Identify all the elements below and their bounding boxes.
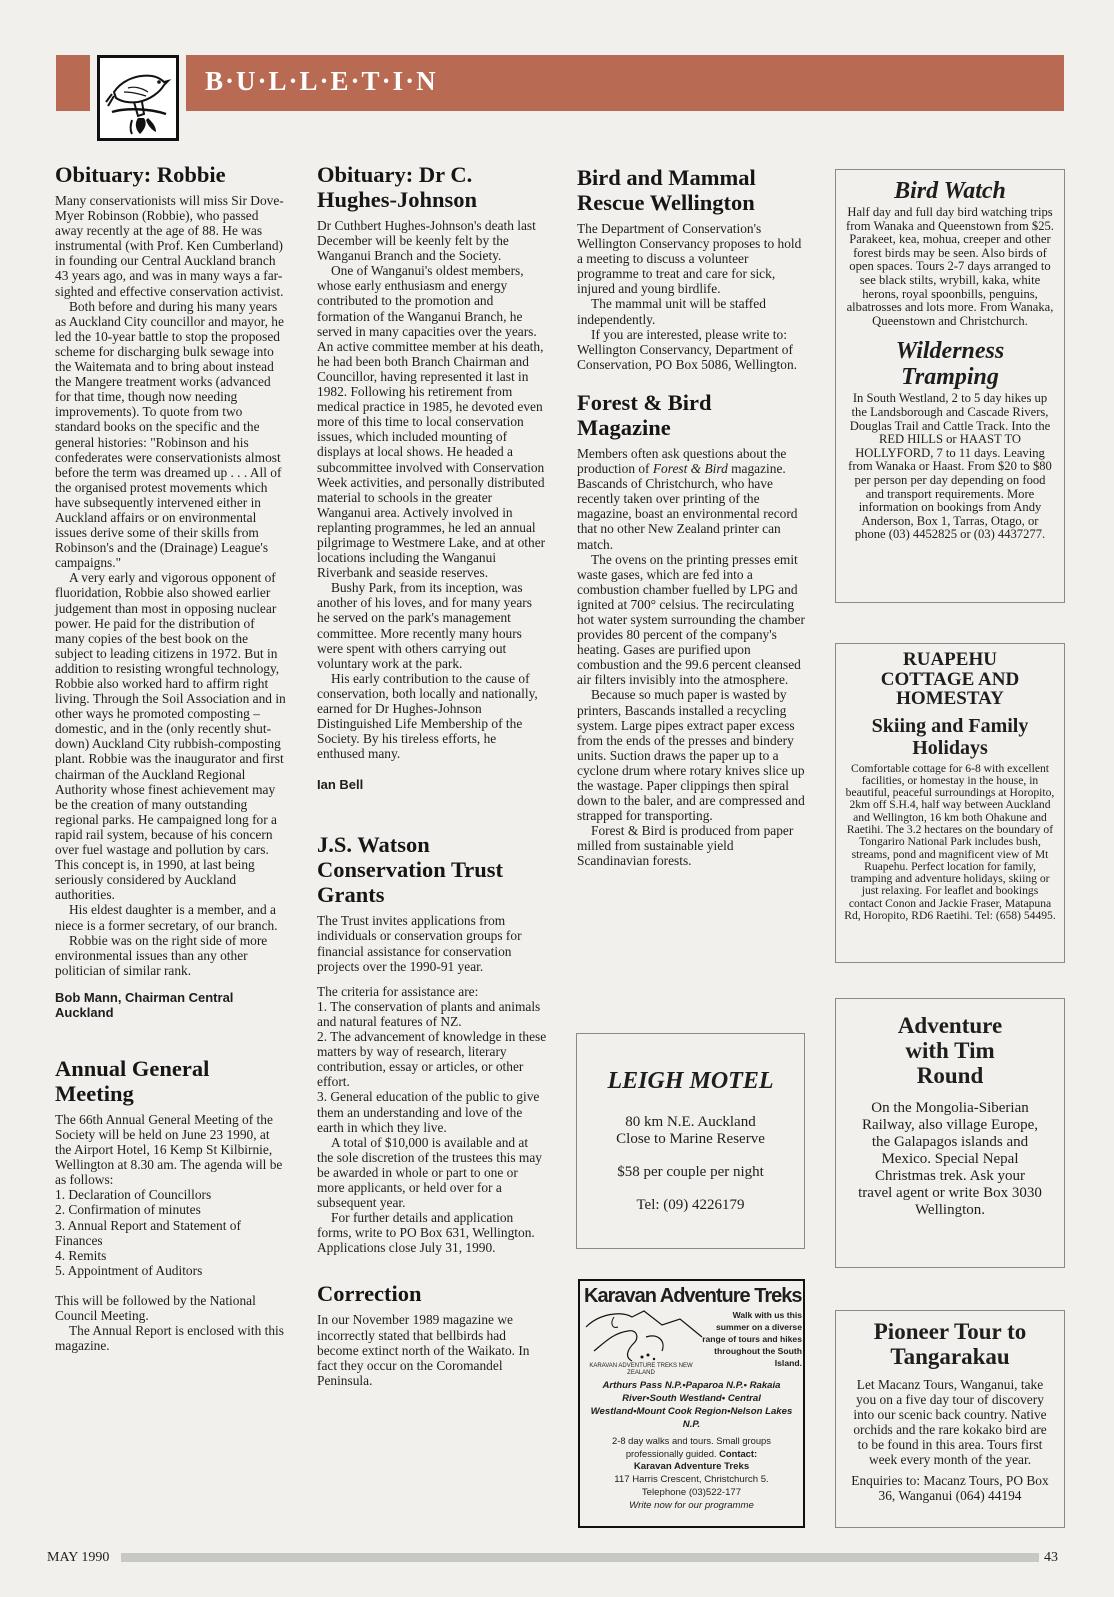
agm-item: 5. Appointment of Auditors <box>55 1262 203 1278</box>
timround-title: Adventure with Tim Round <box>897 1013 1003 1088</box>
hughes-heading: Obituary: Dr C. Hughes-Johnson <box>317 162 478 212</box>
watson-criterion: 1. The conservation of plants and animals and natural features of NZ. <box>317 998 541 1029</box>
leigh-tel: Tel: (09) 4226179 <box>636 1197 745 1213</box>
ruapehu-subtitle: Skiing and Family Holidays <box>871 714 1029 759</box>
ruapehu-title: RUAPEHU COTTAGE AND HOMESTAY <box>880 649 1020 709</box>
magazine-body <box>577 446 809 869</box>
watson-intro: The Trust invites applications from individuals or conservation groups for financial assistance for conservation projects over the 1990-91 year. <box>317 913 522 974</box>
agm-intro: The 66th Annual General Meeting of the Society will be held on June 23 1990, at the Airport Hotel, 16 Kemp St Kilbirnie, Wellington at 8.30 am. The agenda will be as follows: <box>55 1111 283 1188</box>
karavan-ad <box>578 1279 805 1528</box>
karavan-contact-label: Contact: <box>719 1447 758 1459</box>
bird-logo-icon <box>104 62 174 136</box>
karavan-desc <box>580 1431 803 1460</box>
rescue-paragraph: The Department of Conservation's Wellington Conservancy proposes to hold a meeting to discuss a volunteer programme to treat and care for sick, injured and young birdlife. <box>577 221 802 297</box>
watson-paragraph: A total of $10,000 is available and at the sole discretion of the trustees this may be awarded in whole or part to one or more applicants, or held over for a subsequent year. <box>317 1134 542 1211</box>
hughes-paragraph: Bushy Park, from its inception, was another of his loves, and for many years he served on the park's management committee. More recently many hours were spent with others carrying out voluntary work at the park. <box>317 580 532 671</box>
rescue-paragraph: The mammal unit will be staffed independently. <box>577 296 766 327</box>
birdwatch-title: Bird Watch <box>894 178 1006 204</box>
watson-criteria-label: The criteria for assistance are: <box>317 983 479 999</box>
watson-criterion: 3. General education of the public to give them an understanding and love of the earth in which they live. <box>317 1089 540 1135</box>
leigh-line: 80 km N.E. Auckland <box>625 1114 756 1130</box>
robbie-paragraph: Robbie was on the right side of more environmental issues than any other politician of similar rank. <box>55 932 268 978</box>
pioneer-tour-ad <box>835 1310 1065 1528</box>
pioneer-text: Let Macanz Tours, Wanganui, take you on a five day tour of discovery into our scenic back country. Native orchids and the rare kokako bird are to be found in this area. Tours first week every month of the year. <box>853 1377 1047 1467</box>
magazine-paragraph: The ovens on the printing presses emit waste gases, which are fed into a combustion chamber fuelled by LPG and ignited at 700° celsius. The recirculating hot water system surrounding the chamber provides 80 percent of the company's heating. Gases are purified upon combustion and the 99.6 percent cleansed air filters invisibly into the atmosphere. <box>577 551 805 688</box>
hughes-paragraph: Dr Cuthbert Hughes-Johnson's death last December will be keenly felt by the Wanganui Branch and the Society. <box>317 218 536 264</box>
correction-heading: Correction <box>317 1281 422 1307</box>
robbie-body <box>55 193 287 978</box>
birdwatch-text: Half day and full day bird watching trips from Wanaka and Queenstown from $25. Parakeet, kea, mohua, creeper and other forest birds may be seen. Also birds of open spaces. Tours 2-7 days arranged to see black stilts, wrybill, kaka, white herons, royal spoonbills, penguins, albatrosses and lots more. From Wanaka, Queenstown and Christchurch. <box>846 205 1054 328</box>
watson-criterion: 2. The advancement of knowledge in these matters by way of research, literary contribution, essay or articles, or other effort. <box>317 1029 547 1090</box>
page-number: 43 <box>1044 1550 1058 1565</box>
magazine-text: Members often ask questions about the production of <box>577 445 787 477</box>
hughes-body <box>317 218 547 761</box>
watson-body <box>317 913 547 1255</box>
leigh-price: $58 per couple per night <box>617 1164 764 1180</box>
agm-body <box>55 1112 287 1353</box>
correction-text: In our November 1989 magazine we incorrectly stated that bellbirds had become extinct north of the Waikato. In fact they occur on the Coromandel Peninsula. <box>317 1312 530 1388</box>
agm-heading: Annual General Meeting <box>55 1055 210 1106</box>
karavan-title: Karavan Adventure Treks <box>584 1285 802 1307</box>
robbie-signature: Bob Mann, Chairman Central Auckland <box>55 989 234 1020</box>
robbie-paragraph: Both before and during his many years as Auckland City councillor and mayor, he led the 10-year battle to stop the proposed scheme for discharging bulk sewage into the Waitemata and to bring about instead the Mangere treatment works (advanced for that time, though now needing improvements). To quote from two standard books on the specific and the general histories: "Robinson and his confederates were conservationists almost before the term was dreamed up . . . All of the organised protest movements which have subsequently intervened either in Auckland affairs or on environmental issues derive some of their skills from Robinson's and the (Drainage) League's campaigns." <box>55 298 284 571</box>
watson-heading: J.S. Watson Conservation Trust Grants <box>317 832 504 908</box>
karavan-cta: Write now for our programme <box>629 1500 754 1511</box>
bird-watch-ad <box>835 169 1065 603</box>
magazine-heading: Forest & Bird Magazine <box>577 389 712 440</box>
footer-rule <box>121 1553 1039 1562</box>
agm-outro: The Annual Report is enclosed with this magazine. <box>55 1323 284 1354</box>
hughes-paragraph: One of Wanganui's oldest members, whose early enthusiasm and energy contributed to the promotion and formation of the Wanganui Branch, he served in many capacities over the years. An active committee member at his death, he had been both Branch Chairman and Councillor, having represented it last in 1982. Following his retirement from medical practice in 1985, he devoted even more of this time to local conservation issues, which included mounting of displays at local shows. He headed a subcommittee involved with Conservation Week activities, and personally distributed material to schools in the greater Wanganui area. Actively involved in replanting programmes, he led an annual pilgrimage to Westmere Lake, and at other locations including the Wanganui Riverbank and seaside reserves. <box>317 263 546 581</box>
robbie-heading: Obituary: Robbie <box>55 162 226 187</box>
karavan-logo-area <box>580 1307 803 1375</box>
magazine-title-italic: Forest & Bird <box>652 461 728 477</box>
agm-item: 3. Annual Report and Statement of Finances <box>55 1217 241 1248</box>
agm-item: 4. Remits <box>55 1247 107 1263</box>
magazine-text: magazine. Bascands of Christchurch, who have recently taken over printing of the magazine, boast an environmental record that no other New Zealand printer can match. <box>577 461 798 552</box>
agm-outro: This will be followed by the National Council Meeting. <box>55 1292 256 1323</box>
karavan-tagline: Walk with us this summer on a diverse range of tours and hikes throughout the South Island. <box>702 1310 802 1368</box>
robbie-paragraph: A very early and vigorous opponent of fluoridation, Robbie also showed earlier judgement than most in opposing nuclear power. He paid for the distribution of many copies of the best book on the subject to leading citizens in 1972. But in addition to resisting wrongful technology, Robbie also worked hard to affirm right living. Through the Soil Association and in other ways he promoted composting – domestic, and in the (only recently shut-down) Auckland City rubbish-composting plant. Robbie was the inaugurator and first chairman of the Auckland Regional Authority whose finest achievement may be the creation of many outstanding regional parks. He campaigned long for a rapid rail system, because of his concern over fuel wastage and pollution by cars. This concept is, in 1990, at last being seriously considered by Auckland authorities. <box>55 570 286 903</box>
leigh-title: LEIGH MOTEL <box>607 1068 774 1094</box>
bulletin-title: B·U·L·L·E·T·I·N <box>205 66 438 96</box>
rescue-body <box>577 221 809 372</box>
correction-body <box>317 1312 547 1387</box>
agm-item: 1. Declaration of Councillors <box>55 1187 212 1203</box>
karavan-desc-text: 2-8 day walks and tours. Small groups professionally guided. <box>612 1435 771 1459</box>
agm-item: 2. Confirmation of minutes <box>55 1202 201 1218</box>
magazine-paragraph: Because so much paper is wasted by printers, Bascands installed a recycling system. Large pipes extract paper excess from the ends of the presses and bindery units. Suction draws the paper up to a cyclone drum where rotary knives slice up the wastage. Paper clippings then spiral down to the baler, and are compressed and strapped for transporting. <box>577 687 805 824</box>
bird-logo <box>97 55 179 141</box>
rescue-paragraph: If you are interested, please write to: Wellington Conservancy, Department of Conservation, PO Box 5086, Wellington. <box>577 326 797 372</box>
karavan-places: Arthurs Pass N.P.•Paparoa N.P.• Rakaia River•South Westland• Central Westland•Mount Cook Region•Nelson Lakes N.P. <box>590 1380 793 1430</box>
ruapehu-ad <box>835 643 1065 963</box>
pioneer-title: Pioneer Tour to Tangarakau <box>873 1319 1027 1369</box>
karavan-logo-text: KARAVAN ADVENTURE TREKS NEW ZEALAND <box>589 1363 693 1376</box>
robbie-paragraph: Many conservationists will miss Sir Dove-Myer Robinson (Robbie), who passed away recently at the age of 88. He was instrumental (with Prof. Ken Cumberland) in founding our Central Auckland branch 43 years ago, and was in many ways a far-sighted and effective conservation activist. <box>55 193 284 299</box>
pioneer-enquiries: Enquiries to: Macanz Tours, PO Box 36, Wanganui (064) 44194 <box>851 1473 1049 1503</box>
hughes-paragraph: His early contribution to the cause of conservation, both locally and nationally, earned for Dr Hughes-Johnson Distinguished Life Membership of the Society. By his tireless efforts, he enthused many. <box>317 670 538 762</box>
footer-date: MAY 1990 <box>47 1550 110 1565</box>
rescue-heading: Bird and Mammal Rescue Wellington <box>577 165 756 215</box>
leigh-line: Close to Marine Reserve <box>616 1131 765 1147</box>
magazine-paragraph <box>577 446 809 552</box>
karavan-phone: Telephone (03)522-177 <box>641 1487 742 1498</box>
column-3 <box>577 165 809 869</box>
column-2 <box>317 162 547 1388</box>
karavan-address: 117 Harris Crescent, Christchurch 5. <box>614 1474 769 1485</box>
ruapehu-text: Comfortable cottage for 6-8 with excellent facilities, or homestay in the house, in beautiful, peaceful surroundings at Horopito, 2km off S.H.4, half way between Auckland and Wellington, 16 km both Ohakune and Raetihi. The 3.2 hectares on the boundary of Tongariro National Park includes bush, streams, pond and magnificent view of Mt Ruapehu. Perfect location for family, tramping and adventure holidays, skiing or just relaxing. For leaflet and bookings contact Conon and Jackie Fraser, Matapuna Rd, Horopito, RD6 Raetihi. Tel: (658) 54495. <box>844 761 1056 923</box>
magazine-paragraph: Forest & Bird is produced from paper milled from sustainable yield Scandinavian forests. <box>577 823 794 869</box>
column-1 <box>55 162 287 1353</box>
tim-round-ad <box>835 998 1065 1268</box>
watson-paragraph: For further details and application forms, write to PO Box 631, Wellington. Applications close July 31, 1990. <box>317 1210 535 1256</box>
hughes-signature: Ian Bell <box>317 777 364 793</box>
robbie-paragraph: His eldest daughter is a member, and a niece is a former secretary, of our branch. <box>55 902 278 933</box>
karavan-name: Karavan Adventure Treks <box>633 1461 750 1472</box>
leigh-motel-ad <box>576 1033 805 1249</box>
tramping-title: Wilderness Tramping <box>895 338 1005 391</box>
timround-text: On the Mongolia-Siberian Railway, also village Europe, the Galapagos islands and Mexico. Special Nepal Christmas trek. Ask your travel agent or write Box 3030 Wellington. <box>858 1100 1042 1218</box>
tramping-text: In South Westland, 2 to 5 day hikes up the Landsborough and Cascade Rivers, Douglas Trail and Cattle Track. Into the RED HILLS or HAAST TO HOLLYFORD, 7 to 11 days. Leaving from Wanaka or Haast. From $20 to $80 per person per day depending on food and transport requirements. More information on bookings from Andy Anderson, Box 1, Tarras, Otago, or phone (03) 4452825 or (03) 4437277. <box>848 391 1052 542</box>
